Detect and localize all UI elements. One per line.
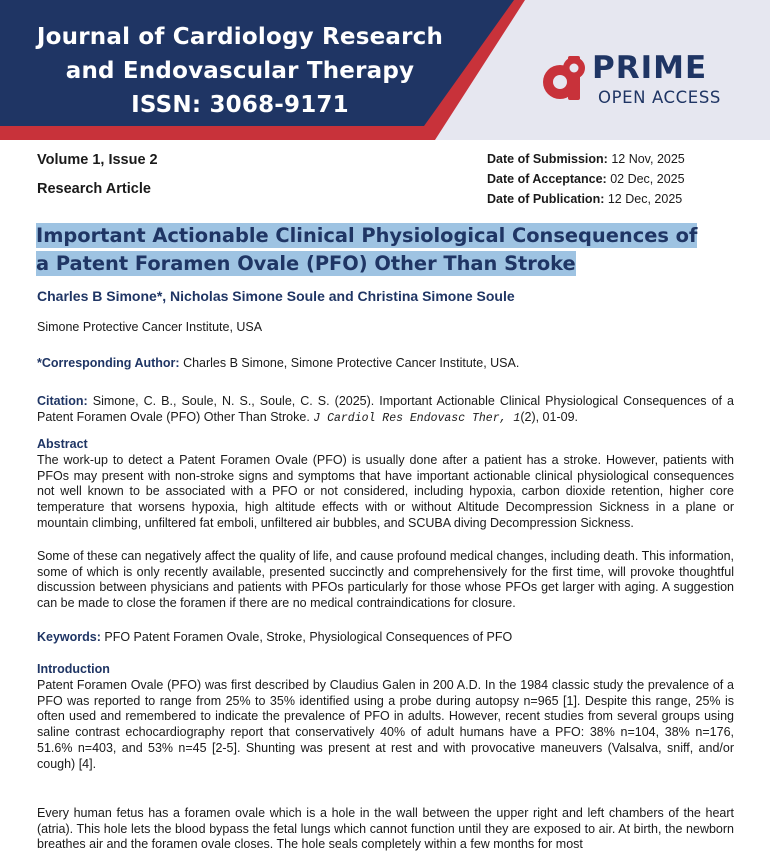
affiliation: Simone Protective Cancer Institute, USA [37,320,263,334]
citation-label: Citation: [37,394,88,408]
acceptance-label: Date of Acceptance: [487,172,607,186]
acceptance-value: 02 Dec, 2025 [610,172,685,186]
prime-logo-icon [540,52,592,106]
citation-journal: J Cardiol Res Endovasc Ther, 1 [313,411,521,425]
authors: Charles B Simone*, Nicholas Simone Soule and Christina Simone Soule [37,288,515,304]
corresponding-author [37,356,519,370]
abstract-paragraph-1: The work-up to detect a Patent Foramen Ovale (PFO) is usually done after a patient has a stroke. However, patients with PFOs may present with non-stroke signs and symptoms that have important actionable clinical physiological consequences not well known to be associated with a PFO or not considered, including hypoxia, carbon dioxide retention, higher core temperature that worsens hypoxia, high altitude effects with or without Altitude Decompression Sickness in a plane or mountain climbing, unfiltered fat emboli, unfiltered air bubbles, and SCUBA diving Decompression Sickness. [37,453,734,530]
article-type: Research Article [37,181,151,197]
submission-date [487,149,685,169]
keywords-value: PFO Patent Foramen Ovale, Stroke, Physiological Consequences of PFO [104,630,513,644]
issue-info [37,150,158,208]
journal-title [30,20,450,122]
paper-title-line1: Important Actionable Clinical Physiological Consequences of [36,224,698,247]
publication-dates [487,149,685,209]
abstract-heading: Abstract [37,437,88,451]
introduction-paragraph-2: Every human fetus has a foramen ovale which is a hole in the wall between the upper right and left chambers of the heart (atria). This hole lets the blood bypass the fetal lungs which cannot function until they are exposed to air. At birth, the newborn breathes air and the foramen ovale closes. The hole seals completely within a few months for most [37,806,734,852]
volume-issue: Volume 1, Issue 2 [37,152,158,168]
publication-value: 12 Dec, 2025 [607,192,683,206]
paper-title-line2: a Patent Foramen Ovale (PFO) Other Than Stroke [36,252,576,275]
journal-banner [0,0,770,140]
submission-label: Date of Submission: [487,152,608,166]
paper-title [36,222,740,278]
publication-date [487,189,685,209]
introduction-heading: Introduction [37,662,110,676]
submission-value: 12 Nov, 2025 [611,152,685,166]
citation-text: Simone, C. B., Soule, N. S., Soule, C. S. (2025). Important Actionable Clinical Physiological Consequences of a Patent Foramen Ovale (PFO) Other Than Stroke. [37,394,734,424]
citation-issue: (2), 01-09. [520,409,578,424]
citation [37,394,734,426]
logo-wordmark: PRIME [592,50,708,86]
corresponding-value: Charles B Simone, Simone Protective Cancer Institute, USA. [183,356,520,370]
journal-issn: ISSN: 3068-9171 [131,92,349,118]
keywords [37,630,512,644]
abstract-paragraph-2: Some of these can negatively affect the quality of life, and cause profound medical changes, including death. This information, some of which is only recently available, presented succinctly and comprehensively for the first time, will provoke thoughtful discussion between physicians and patients with PFOs particularly for those whose PFOs get larger with aging. A suggestion can be made to close the foramen if there are no medical contraindications for closure. [37,549,734,611]
publication-label: Date of Publication: [487,192,605,206]
logo-tagline: OPEN ACCESS [598,88,721,107]
keywords-label: Keywords: [37,630,101,644]
acceptance-date [487,169,685,189]
introduction-paragraph-1: Patent Foramen Ovale (PFO) was first described by Claudius Galen in 200 A.D. In the 1984 classic study the prevalence of a PFO was reported to range from 25% to 35% identified using a probe during autopsy n=965 [1]. Despite this range, 25% is often used and remembered to indicate the prevalence of PFO in adults. However, recent studies from several groups using saline contrast echocardiography report that conservatively 40% of adult humans have a PFO: 38% n=104, 38% n=176, 51.6% n=403, and 53% n=45 [2-5]. Shunting was present at rest and with provocative maneuvers (Valsalva, sniff, and/or cough) [4]. [37,678,734,771]
journal-title-line1: Journal of Cardiology Research [36,24,444,50]
publisher-logo [540,52,740,112]
corresponding-label: *Corresponding Author: [37,356,180,370]
journal-title-line2: and Endovascular Therapy [65,58,415,84]
